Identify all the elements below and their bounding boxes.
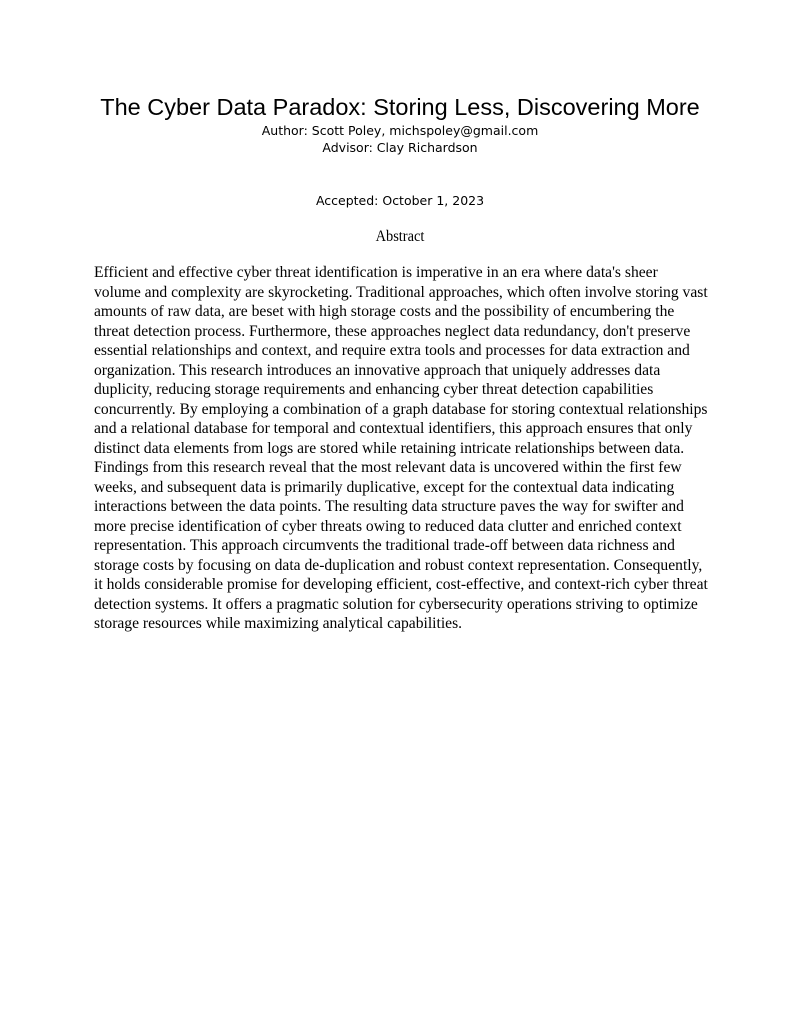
accepted-date: Accepted: October 1, 2023 [315, 193, 485, 208]
paper-title: The Cyber Data Paradox: Storing Less, Discovering More [100, 94, 700, 120]
advisor-line: Advisor: Clay Richardson [322, 140, 478, 155]
author-line: Author: Scott Poley, michspoley@gmail.com [261, 123, 539, 138]
abstract-body: Efficient and effective cyber threat identification is imperative in an era where data's sheer volume and complexity are skyrocketing. Traditional approaches, which often involve storing vast amounts of raw data, are beset with high storage costs and the possibility of encumbering the threat detection process. Furthermore, these approaches neglect data redundancy, don't preserve essential relationships and context, and require extra tools and processes for data extraction and organization. This research introduces an innovative approach that uniquely addresses data duplicity, reducing storage requirements and enhancing cyber threat detection capabilities concurrently. By employing a combination of a graph database for storing contextual relationships and a relational database for temporal and contextual identifiers, this approach ensures that only distinct data elements from logs are stored while retaining intricate relationships between data. Findings from this research reveal that the most relevant data is uncovered within the first few weeks, and subsequent data is primarily duplicative, except for the contextual data indicating interactions between the data points. The resulting data structure paves the way for swifter and more precise identification of cyber threats owing to reduced data clutter and enriched context representation. This approach circumvents the traditional trade-off between data richness and storage costs by focusing on data de-duplication and robust context representation. Consequently, it holds considerable promise for developing efficient, cost-effective, and context-rich cyber threat detection systems. It offers a pragmatic solution for cybersecurity operations striving to optimize storage resources while maximizing analytical capabilities. [94, 264, 708, 632]
abstract-heading: Abstract [375, 228, 425, 245]
